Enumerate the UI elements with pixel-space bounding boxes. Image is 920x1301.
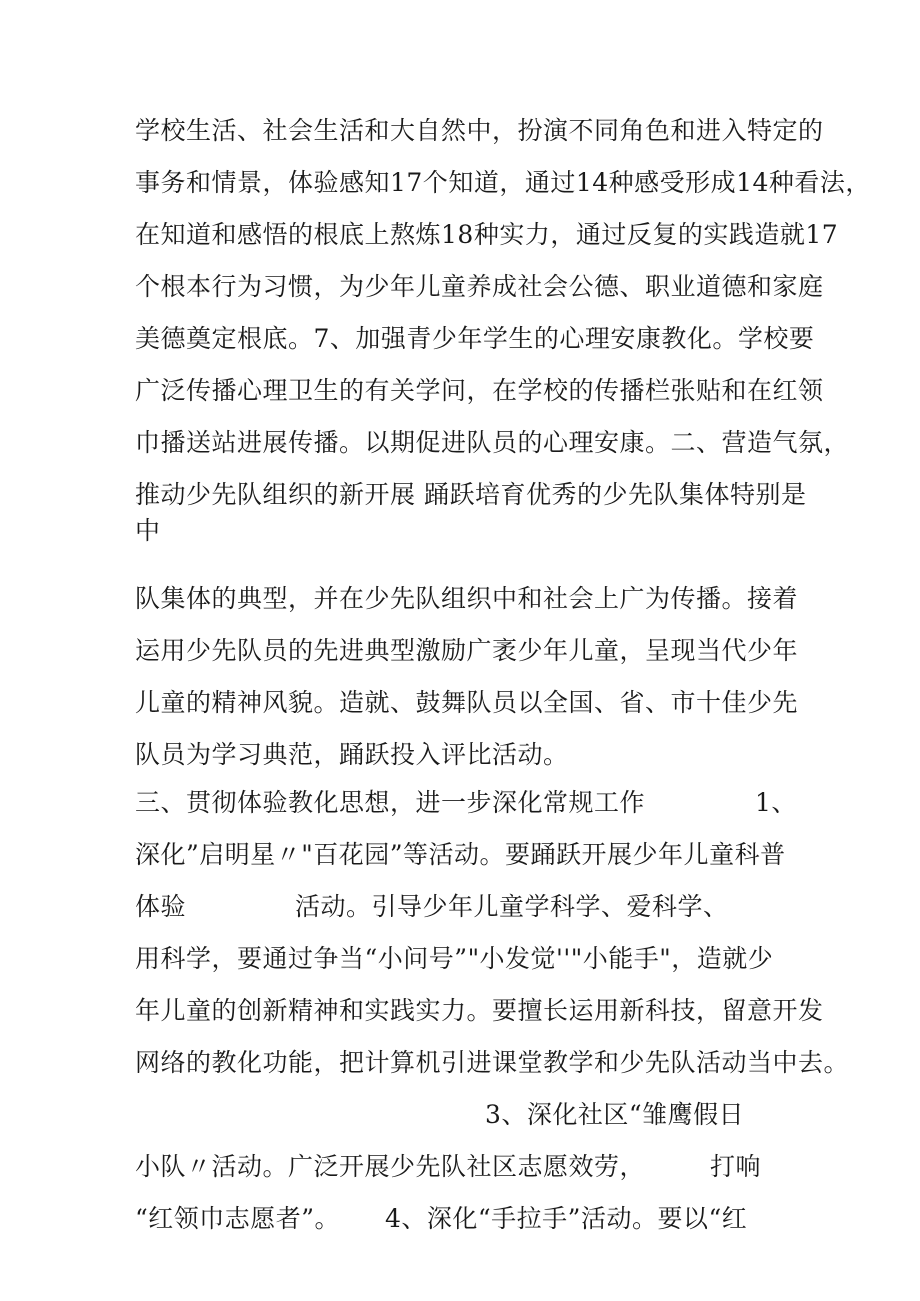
text-line-15: 深化”启明星〃"百花园”等活动。要踊跃开展少年儿童科普	[135, 840, 786, 869]
text-line-21: 小队〃活动。广泛开展少先队社区志愿效劳，	[135, 1152, 646, 1181]
text-line-22b: 4、深化“手拉手”活动。要以“红	[385, 1204, 748, 1233]
text-line-6: 广泛传播心理卫生的有关学问，在学校的传播栏张贴和在红领	[135, 376, 824, 405]
text-line-13: 队员为学习典范，踊跃投入评比活动。	[135, 740, 569, 769]
text-line-20: 3、深化社区“雏鹰假日	[485, 1100, 745, 1129]
text-line-8: 推动少先队组织的新开展 踊跃培育优秀的少先队集体特别是	[135, 480, 807, 509]
text-line-19: 网络的教化功能，把计算机引进课堂教学和少先队活动当中去。	[135, 1048, 850, 1077]
text-line-16: 体验	[135, 892, 187, 921]
text-line-7: 巾播送站进展传播。以期促进队员的心理安康。二、营造气氛，	[135, 428, 850, 457]
text-line-22: “红领巾志愿者”。	[135, 1204, 341, 1233]
text-line-1: 学校生活、社会生活和大自然中，扮演不同角色和进入特定的	[135, 116, 824, 145]
text-line-2: 事务和情景，体验感知17个知道，通过14种感受形成14种看法，	[135, 168, 871, 197]
text-line-17: 用科学，要通过争当“小问号”"小发觉''"小能手"，造就少	[135, 944, 774, 973]
text-line-12: 儿童的精神风貌。造就、鼓舞队员以全国、省、市十佳少先	[135, 688, 799, 717]
text-line-10: 队集体的典型，并在少先队组织中和社会上广为传播。接着	[135, 584, 799, 613]
text-line-14: 三、贯彻体验教化思想，进一步深化常规工作	[135, 788, 646, 817]
text-line-18: 年儿童的创新精神和实践实力。要擅长运用新科技，留意开发	[135, 996, 824, 1025]
text-line-4: 个根本行为习惯，为少年儿童养成社会公德、职业道德和家庭	[135, 272, 824, 301]
text-line-21b: 打响	[710, 1152, 762, 1181]
text-line-14b: 1、	[755, 788, 797, 817]
text-line-16b: 活动。引导少年儿童学科学、爱科学、	[295, 892, 729, 921]
text-line-11: 运用少先队员的先进典型激励广袤少年儿童，呈现当代少年	[135, 636, 799, 665]
text-line-5: 美德奠定根底。7、加强青少年学生的心理安康教化。学校要	[135, 324, 815, 353]
text-line-9: 中	[135, 516, 161, 545]
text-line-3: 在知道和感悟的根底上熬炼18种实力，通过反复的实践造就17	[135, 220, 839, 249]
